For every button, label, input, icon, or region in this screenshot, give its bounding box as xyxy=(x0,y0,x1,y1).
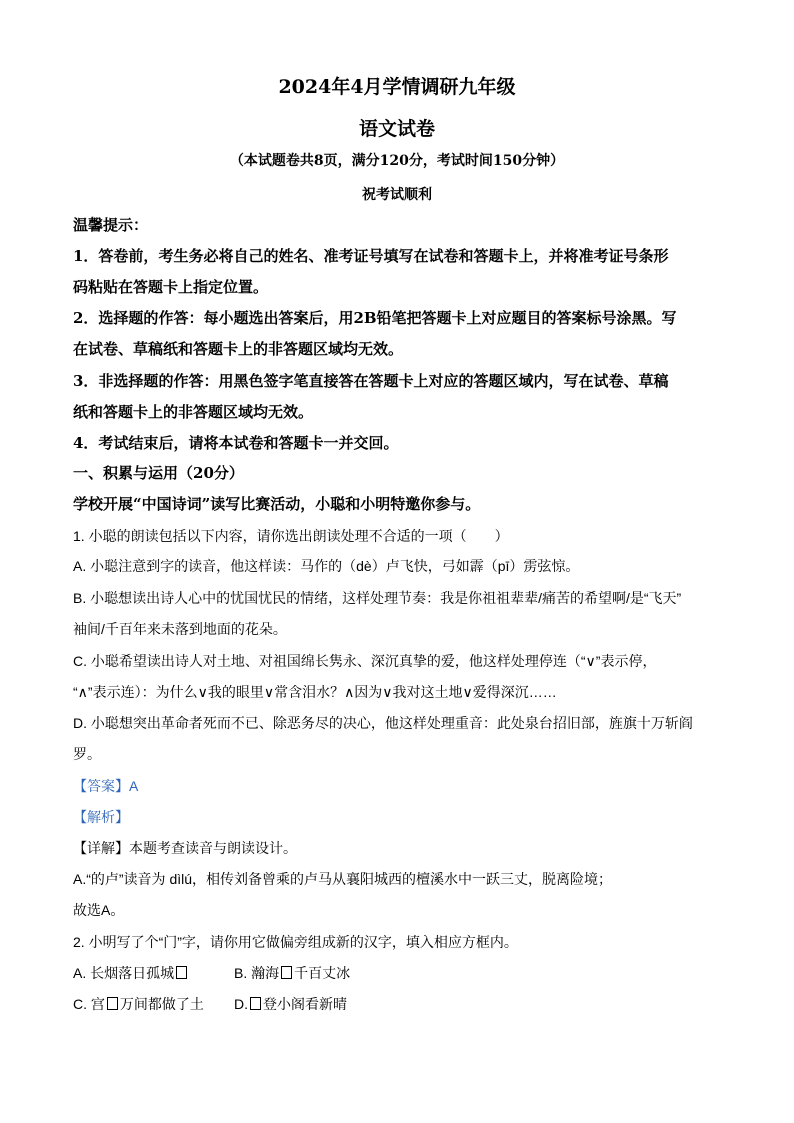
exam-info: （本试题卷共8页，满分120分，考试时间150分钟） xyxy=(229,153,565,169)
q2-stem: 2. 小明写了个“门”字，请你用它做偏旁组成新的汉字，填入相应方框内。 xyxy=(73,934,518,950)
q1-option-b: B. 小聪想读出诗人心中的忧国忧民的情绪，这样处理节奏：我是你祖祖辈辈/痛苦的希望啊/是“飞天” xyxy=(73,590,682,606)
q2-option-b xyxy=(234,963,350,983)
answer-box xyxy=(176,966,187,979)
q1-explain: A.“的卢”读音为 dìlú，相传刘备曾乘的卢马从襄阳城西的檀溪水中一跃三丈，脱离险境； xyxy=(73,871,613,887)
tip-line: 1．答卷前，考生务必将自己的姓名、准考证号填写在试卷和答题卡上，并将准考证号条形 xyxy=(73,247,669,265)
q1-option-c-cont: “∧”表示连）：为什么∨我的眼里∨常含泪水？∧因为∨我对这土地∨爱得深沉…… xyxy=(73,684,557,700)
answer-box xyxy=(107,997,118,1010)
q1-option-d-cont: 罗。 xyxy=(73,746,101,762)
q1-answer: 【答案】A xyxy=(73,778,139,794)
q1-option-b-cont: 袖间/千百年来未落到地面的花朵。 xyxy=(73,621,287,637)
q1-analysis: 【解析】 xyxy=(73,809,129,825)
q2-option-c-pre: C. 宫 xyxy=(73,996,105,1012)
answer-box xyxy=(250,997,261,1010)
tip-line: 2．选择题的作答：每小题选出答案后，用2B铅笔把答题卡上对应题目的答案标号涂黑。写 xyxy=(73,309,677,327)
tip-line: 4．考试结束后，请将本试卷和答题卡一并交回。 xyxy=(73,434,399,452)
exam-subject: 语文试卷 xyxy=(358,118,435,140)
q2-option-c xyxy=(73,994,204,1014)
tip-line: 纸和答题卡上的非答题区域均无效。 xyxy=(73,403,314,421)
q1-stem: 1. 小聪的朗读包括以下内容，请你选出朗读处理不合适的一项（ ） xyxy=(73,528,509,544)
q1-detail: 【详解】本题考查读音与朗读设计。 xyxy=(73,840,297,856)
q2-option-a-text: A. 长烟落日孤城 xyxy=(73,965,175,981)
q2-option-d-post: 登小阁看新晴 xyxy=(263,996,347,1012)
q1-choose: 故选A。 xyxy=(73,902,125,918)
section-intro: 学校开展“中国诗词”读写比赛活动，小聪和小明特邀你参与。 xyxy=(73,495,481,513)
tips-heading: 温馨提示： xyxy=(73,216,149,234)
q2-option-d-pre: D. xyxy=(234,996,248,1012)
section-heading: 一、积累与运用（20分） xyxy=(73,464,244,482)
q2-option-c-post: 万间都做了土 xyxy=(119,996,204,1012)
tip-line: 在试卷、草稿纸和答题卡上的非答题区域均无效。 xyxy=(73,340,404,358)
q2-option-a xyxy=(73,963,189,983)
exam-title: 2024年4月学情调研九年级 xyxy=(278,76,516,98)
q2-option-b-post: 千百丈冰 xyxy=(294,965,351,981)
q1-option-d: D. 小聪想突出革命者死而不已、除恶务尽的决心，他这样处理重音：此处泉台招旧部，旌旗十万斩阎 xyxy=(73,715,693,731)
tip-line: 3．非选择题的作答：用黑色签字笔直接答在答题卡上对应的答题区域内，写在试卷、草稿 xyxy=(73,372,669,390)
q1-option-c: C. 小聪希望读出诗人对土地、对祖国绵长隽永、深沉真挚的爱，他这样处理停连（“∨”表示停， xyxy=(73,653,657,669)
q2-option-b-pre: B. 瀚海 xyxy=(234,965,280,981)
q2-option-d xyxy=(234,994,347,1014)
exam-wish: 祝考试顺利 xyxy=(362,187,432,203)
tip-line: 码粘贴在答题卡上指定位置。 xyxy=(73,278,269,296)
answer-box xyxy=(281,966,292,979)
q1-option-a: A. 小聪注意到字的读音，他这样读：马作的（dè）卢飞快，弓如霹（pī）雳弦惊。 xyxy=(73,558,580,574)
